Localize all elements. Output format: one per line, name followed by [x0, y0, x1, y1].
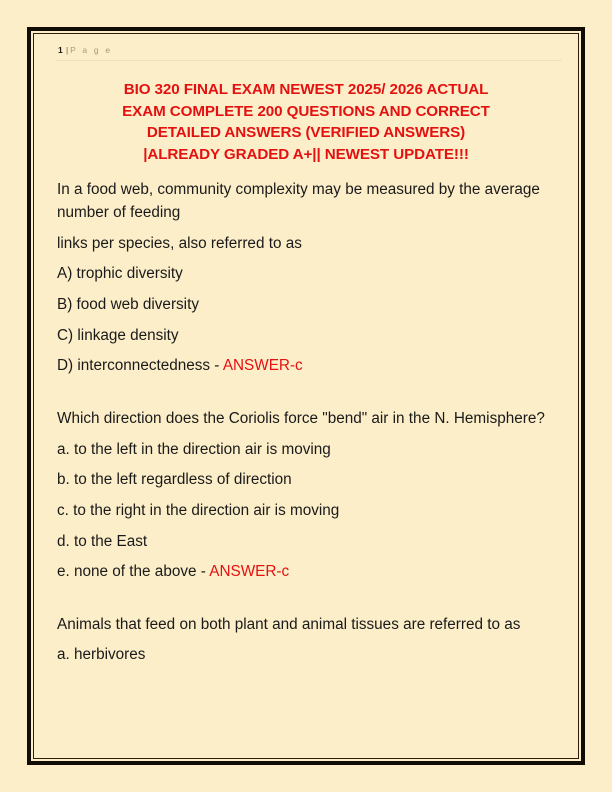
q2-option-b-text: b. to the left regardless of direction	[57, 471, 292, 489]
q1-option-d-answer: ANSWER-c	[222, 357, 303, 375]
q2-option-c-text: c. to the right in the direction air is moving	[57, 501, 340, 519]
title-line-4: |ALREADY GRADED A+|| NEWEST UPDATE!!!	[143, 145, 469, 163]
q1-stem-cont-text: links per species, also referred to as	[57, 234, 302, 252]
title-line-1: BIO 320 FINAL EXAM NEWEST 2025/ 2026 ACTUAL	[123, 81, 489, 98]
document-page	[27, 27, 585, 765]
running-header	[48, 42, 564, 59]
q1-option-b-text: B) food web diversity	[57, 295, 199, 313]
q2-stem-text: Which direction does the Coriolis force "bend" air in the N. Hemisphere?	[57, 409, 545, 427]
q2-option-a	[57, 439, 546, 462]
q2-option-e-answer: ANSWER-c	[209, 563, 290, 581]
q1-option-b	[57, 294, 546, 317]
page-content-area	[33, 33, 579, 759]
page-number: 1	[58, 45, 63, 55]
header-separator: |	[65, 45, 69, 55]
q1-stem	[57, 179, 546, 224]
document-title	[66, 79, 546, 165]
q1-option-a	[57, 263, 546, 286]
q2-option-c	[57, 500, 546, 523]
q3-stem	[57, 614, 546, 637]
header-page-label: P a g e	[70, 45, 113, 55]
q2-option-a-text: a. to the left in the direction air is moving	[57, 440, 331, 458]
q2-option-d	[57, 531, 546, 554]
q1-stem-cont	[57, 233, 546, 256]
q2-stem	[57, 408, 546, 431]
q2-option-e-text: e. none of the above -	[57, 563, 210, 581]
q1-option-c-text: C) linkage density	[57, 326, 179, 344]
title-line-3: DETAILED ANSWERS (VERIFIED ANSWERS)	[146, 124, 466, 142]
q3-stem-text: Animals that feed on both plant and animal tissues are referred to as	[57, 615, 521, 633]
q2-option-e	[57, 561, 546, 584]
q1-stem-text: In a food web, community complexity may be measured by the average number of feeding	[57, 181, 540, 221]
q2-option-d-text: d. to the East	[57, 532, 148, 550]
title-line-2: EXAM COMPLETE 200 QUESTIONS AND CORRECT	[122, 102, 490, 120]
q3-option-a	[57, 644, 546, 667]
q2-option-b	[57, 469, 546, 492]
q1-option-a-text: A) trophic diversity	[57, 265, 183, 283]
q3-option-a-text: a. herbivores	[57, 646, 146, 664]
q1-option-d-text: D) interconnectedness -	[57, 357, 223, 375]
header-divider	[56, 60, 562, 61]
q1-option-c	[57, 325, 546, 348]
q1-option-d	[57, 355, 546, 378]
document-body	[48, 179, 564, 667]
